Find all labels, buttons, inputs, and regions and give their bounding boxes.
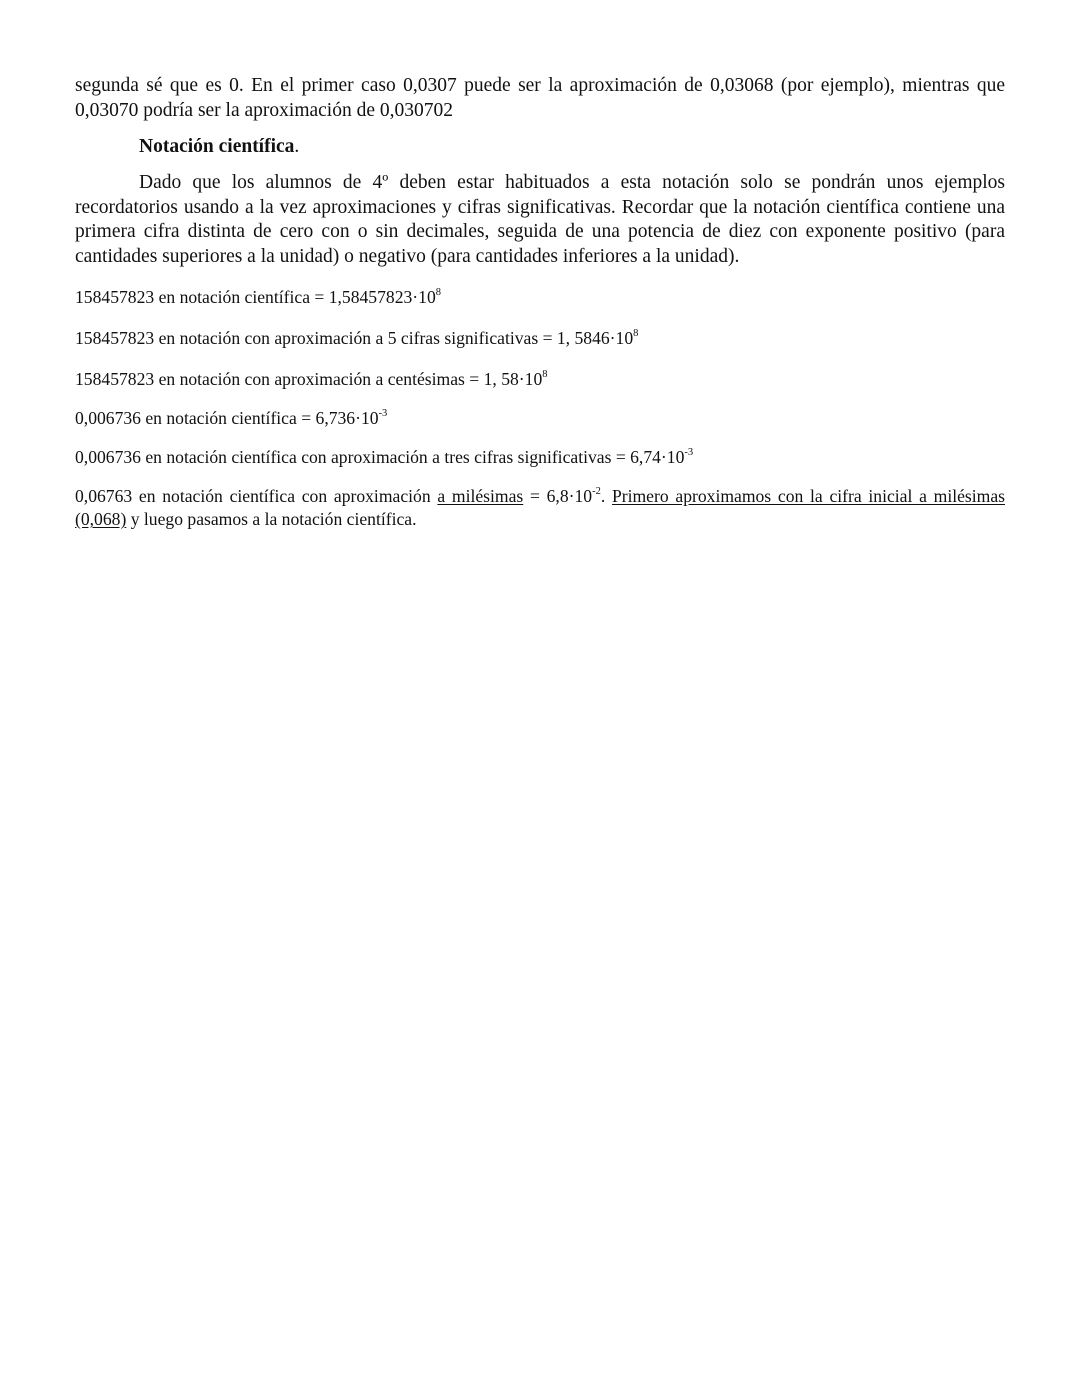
section-title: Notación científica — [139, 136, 295, 157]
example-1-text: 158457823 en notación científica = 1,58457823·10 — [75, 287, 436, 307]
example-6-exponent: -2 — [592, 486, 601, 498]
section-body-paragraph: Dado que los alumnos de 4º deben estar habituados a esta notación solo se pondrán unos ejemplos recordatorios usando a la vez aproximaciones y cifras significativas. Recordar que la notación científica contiene una primera cifra distinta de cero con o sin decimales, seguida de una potencia de diez con exponente positivo (para cantidades superiores a la unidad) o negativo (para cantidades inferiores a la unidad). — [75, 172, 1005, 267]
document-page — [75, 74, 1005, 531]
example-4-exponent: -3 — [378, 408, 388, 420]
example-line-2 — [75, 327, 1005, 349]
example-6-text-b: = 6,8·10 — [523, 486, 593, 506]
example-6-text-d: y luego pasamos a la notación científica. — [126, 509, 417, 529]
example-5-text: 0,006736 en notación científica con aproximación a tres cifras significativas = 6,74·10 — [75, 447, 685, 467]
example-line-6 — [75, 485, 1005, 531]
section-heading — [139, 135, 1005, 159]
example-6-underlined-milesimas: a milésimas — [437, 486, 524, 506]
example-3-exponent: 8 — [542, 369, 548, 381]
example-3-text: 158457823 en notación con aproximación a centésimas = 1, 58·10 — [75, 369, 543, 389]
example-6-text-a: 0,06763 en notación científica con aproximación — [75, 486, 438, 506]
intro-paragraph: segunda sé que es 0. En el primer caso 0,0307 puede ser la aproximación de 0,03068 (por ejemplo), mientras que 0,03070 podría ser la aproximación de 0,030702 — [75, 75, 1005, 121]
example-5-exponent: -3 — [684, 447, 694, 459]
example-2-text: 158457823 en notación con aproximación a 5 cifras significativas = 1, 5846·10 — [75, 328, 634, 348]
section-title-period: . — [294, 136, 300, 157]
example-6-text-c: . — [600, 486, 612, 506]
example-4-text: 0,006736 en notación científica = 6,736·10 — [75, 408, 379, 428]
example-line-4 — [75, 407, 1005, 429]
example-line-3 — [75, 368, 1005, 390]
example-line-5 — [75, 446, 1005, 468]
example-6-underlined-explanation: Primero aproximamos con la cifra inicial a milésimas (0,068) — [75, 486, 1005, 529]
example-2-exponent: 8 — [633, 328, 639, 340]
example-1-exponent: 8 — [435, 287, 441, 299]
example-line-1 — [75, 286, 1005, 308]
